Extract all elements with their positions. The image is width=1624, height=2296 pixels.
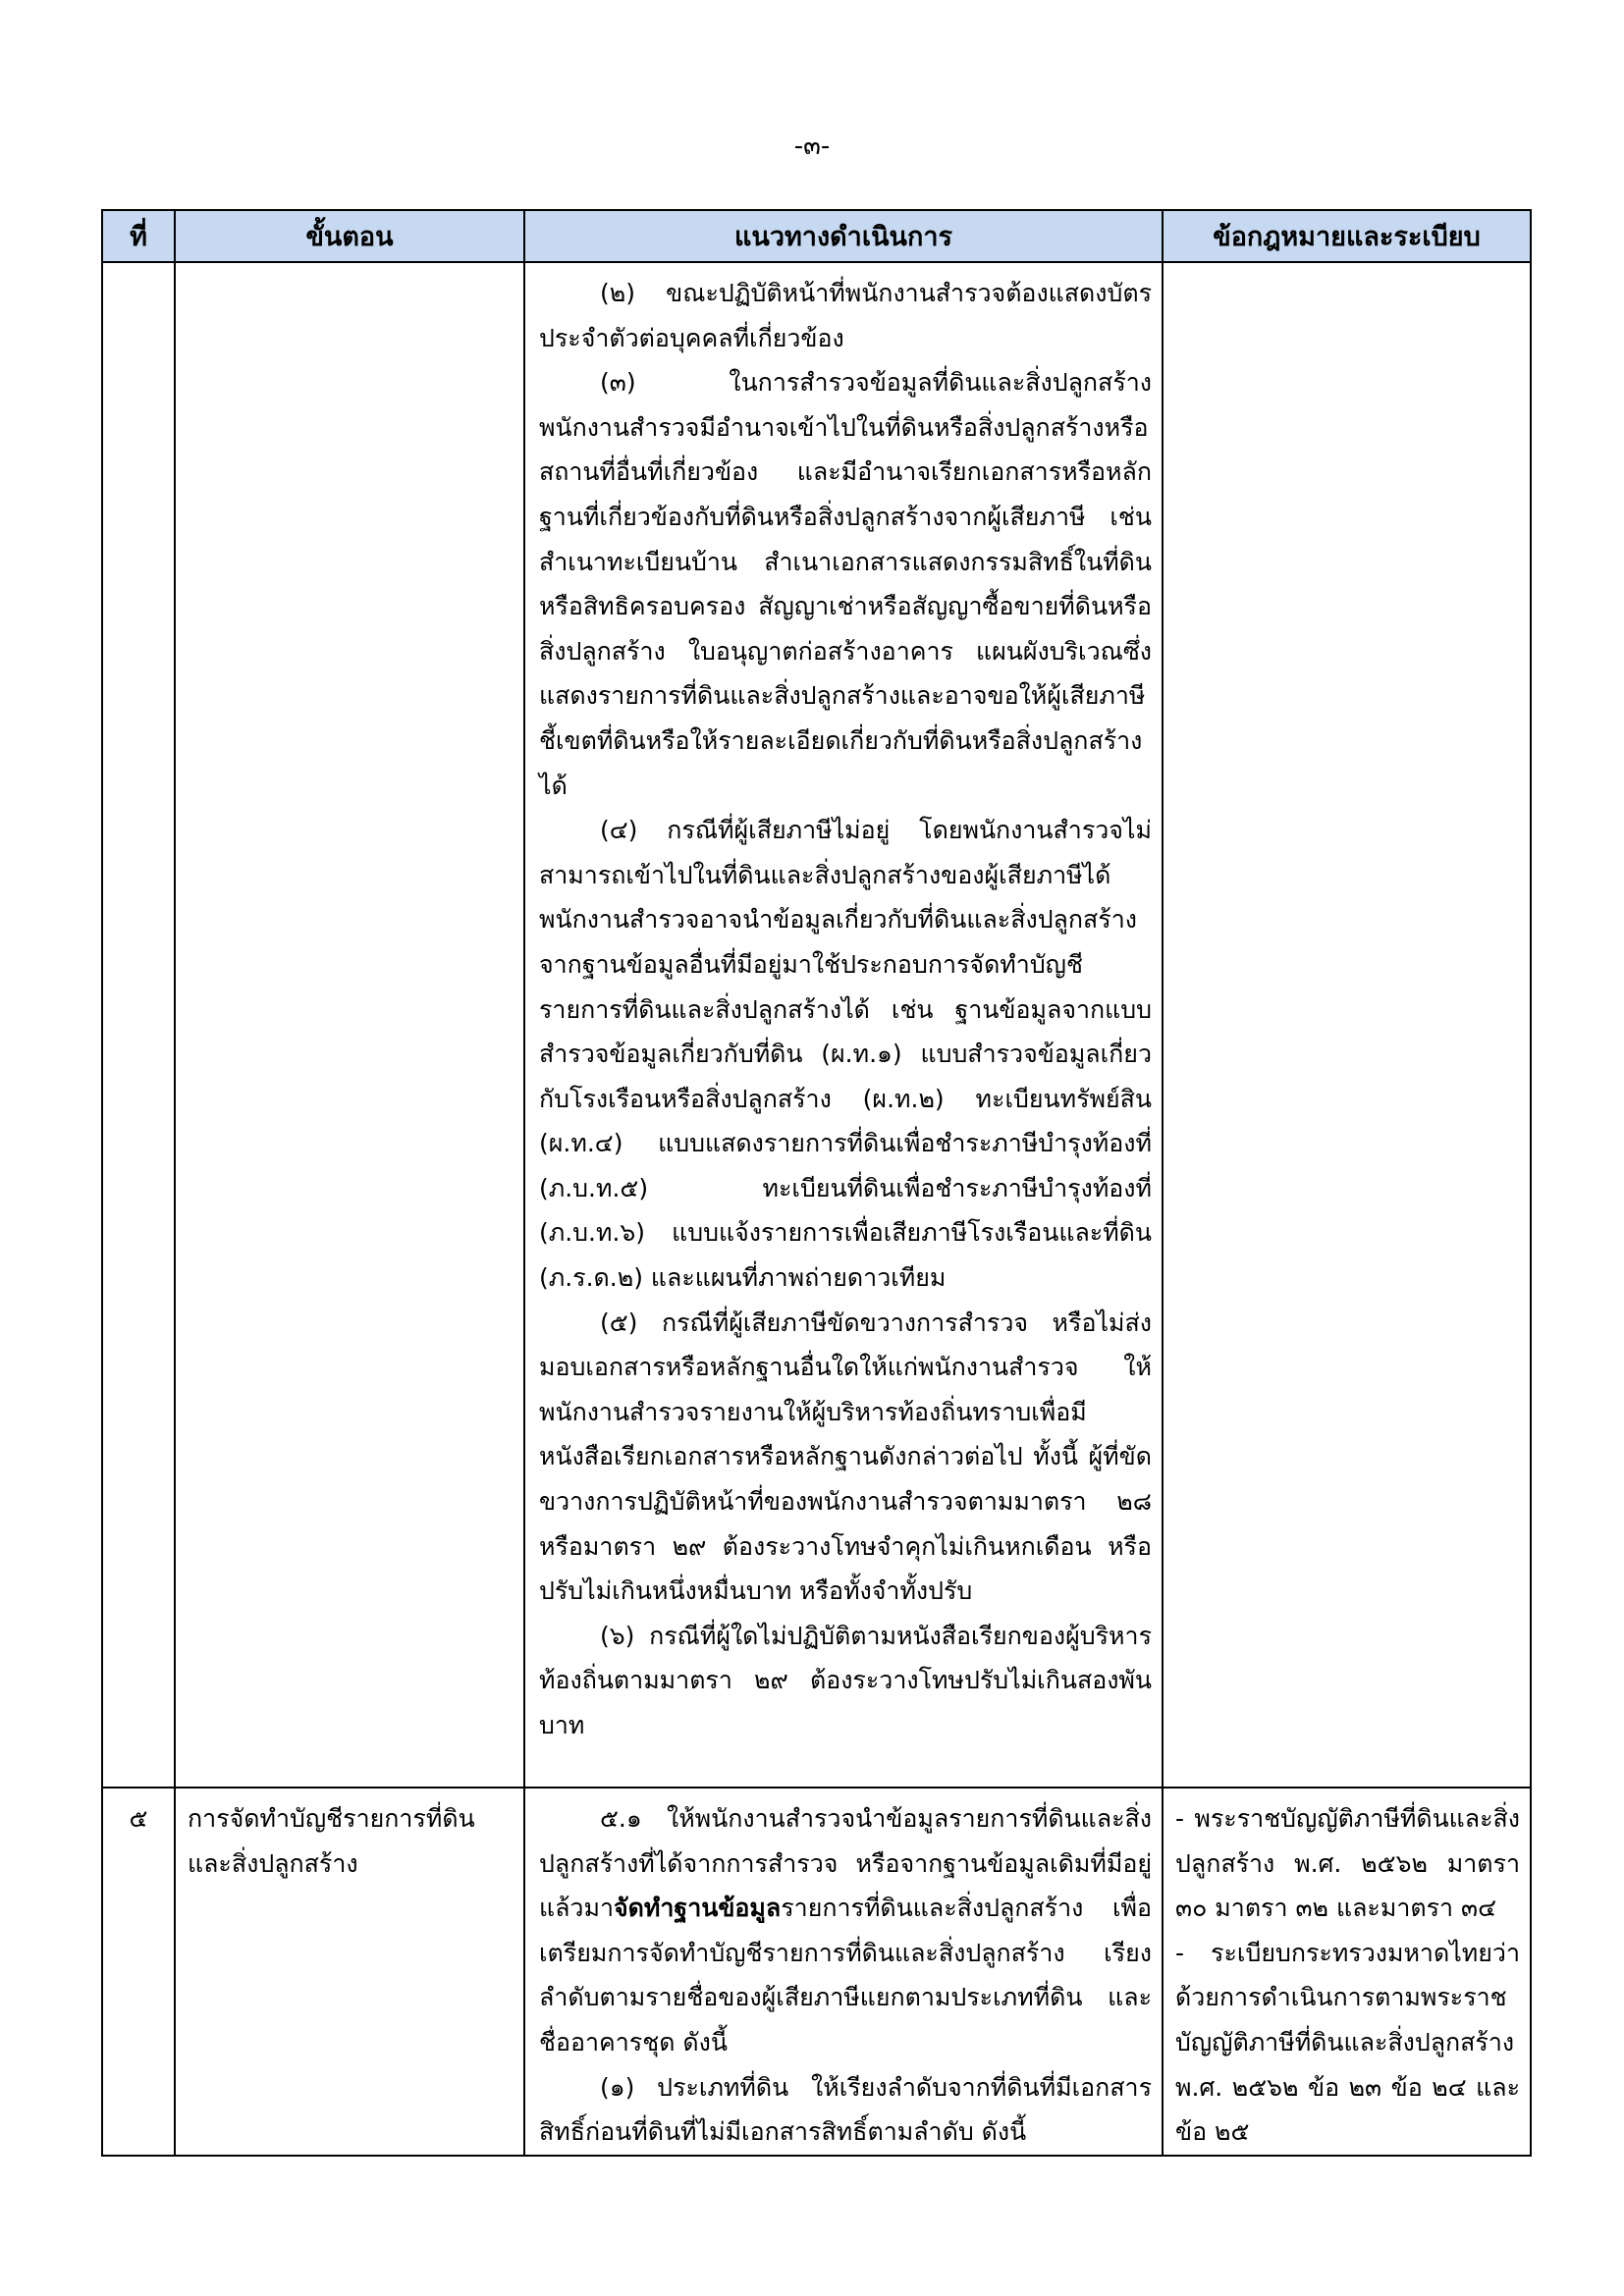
emphasis-text: จัดทำฐานข้อมูล <box>614 1894 782 1923</box>
table-row <box>102 262 1531 1788</box>
header-step: ขั้นตอน <box>175 210 524 262</box>
cell-guideline <box>524 1788 1163 2156</box>
procedure-table <box>101 209 1532 2157</box>
guideline-paragraph: (๕) กรณีที่ผู้เสียภาษีขัดขวางการสำรวจ หรือไม่ส่งมอบเอกสารหรือหลักฐานอื่นใดให้แก่พนักงานสำรวจ ให้พนักงานสำรวจรายงานให้ผู้บริหารท้องถิ่นทราบเพื่อมีหนังสือเรียกเอกสารหรือหลักฐานดังกล่าวต่อไป ทั้งนี้ ผู้ที่ขัดขวางการปฏิบัติหน้าที่ของพนักงานสำรวจตามมาตรา ๒๘ หรือมาตรา ๒๙ ต้องระวางโทษจำคุกไม่เกินหกเดือน หรือปรับไม่เกินหนึ่งหมื่นบาท หรือทั้งจำทั้งปรับ <box>539 1308 1152 1606</box>
guideline-paragraph: (๑) ประเภทที่ดิน ให้เรียงลำดับจากที่ดินที่มีเอกสารสิทธิ์ก่อนที่ดินที่ไม่มีเอกสารสิทธิ์ตามลำดับ ดังนี้ <box>539 2072 1152 2147</box>
guideline-paragraph: (๓) ในการสำรวจข้อมูลที่ดินและสิ่งปลูกสร้าง พนักงานสำรวจมีอำนาจเข้าไปในที่ดินหรือสิ่งปลูกสร้างหรือสถานที่อื่นที่เกี่ยวข้อง และมีอำนาจเรียกเอกสารหรือหลักฐานที่เกี่ยวข้องกับที่ดินหรือสิ่งปลูกสร้างจากผู้เสียภาษี เช่น สำเนาทะเบียนบ้าน สำเนาเอกสารแสดงกรรมสิทธิ์ในที่ดินหรือสิทธิครอบครอง สัญญาเช่าหรือสัญญาซื้อขายที่ดินหรือสิ่งปลูกสร้าง ใบอนุญาตก่อสร้างอาคาร แผนผังบริเวณซึ่งแสดงรายการที่ดินและสิ่งปลูกสร้างและอาจขอให้ผู้เสียภาษีชี้เขตที่ดินหรือให้รายละเอียดเกี่ยวกับที่ดินหรือสิ่งปลูกสร้างได้ <box>539 368 1152 800</box>
cell-step: การจัดทำบัญชีรายการที่ดินและสิ่งปลูกสร้าง <box>175 1788 524 2156</box>
page-number: -๓- <box>793 132 831 161</box>
cell-guideline <box>524 262 1163 1788</box>
table-row <box>102 1788 1531 2156</box>
cell-law <box>1163 1788 1531 2156</box>
law-item: - ระเบียบกระทรวงมหาดไทยว่าด้วยการดำเนินการตามพระราชบัญญัติภาษีที่ดินและสิ่งปลูกสร้าง พ.ศ. ๒๕๖๒ ข้อ ๒๓ ข้อ ๒๔ และข้อ ๒๕ <box>1175 1938 1520 2147</box>
law-list <box>1164 1789 1530 2155</box>
cell-no: ๕ <box>102 1788 175 2156</box>
guideline-text <box>525 263 1162 1748</box>
guideline-paragraph: (๖) กรณีที่ผู้ใดไม่ปฏิบัติตามหนังสือเรียกของผู้บริหารท้องถิ่นตามมาตรา ๒๙ ต้องระวางโทษปรับไม่เกินสองพันบาท <box>539 1621 1152 1739</box>
header-law: ข้อกฎหมายและระเบียบ <box>1163 210 1531 262</box>
guideline-paragraph: ๕.๑ ให้พนักงานสำรวจนำข้อมูลรายการที่ดินและสิ่งปลูกสร้างที่ได้จากการสำรวจ หรือจากฐานข้อมูลเดิมที่มีอยู่แล้วมาจัดทำฐานข้อมูลรายการที่ดินและสิ่งปลูกสร้าง เพื่อเตรียมการจัดทำบัญชีรายการที่ดินและสิ่งปลูกสร้าง เรียงลำดับตามรายชื่อของผู้เสียภาษีแยกตามประเภทที่ดิน และชื่ออาคารชุด ดังนี้ <box>539 1804 1152 2056</box>
table-header-row <box>102 210 1531 262</box>
law-item: - พระราชบัญญัติภาษีที่ดินและสิ่งปลูกสร้าง พ.ศ. ๒๕๖๒ มาตรา ๓๐ มาตรา ๓๒ และมาตรา ๓๔ <box>1175 1804 1520 1923</box>
cell-law <box>1163 262 1531 1788</box>
header-no: ที่ <box>102 210 175 262</box>
guideline-paragraph: (๒) ขณะปฏิบัติหน้าที่พนักงานสำรวจต้องแสดงบัตรประจำตัวต่อบุคคลที่เกี่ยวข้อง <box>539 279 1152 352</box>
cell-no <box>102 262 175 1788</box>
guideline-text <box>525 1789 1162 2155</box>
cell-step <box>175 262 524 1788</box>
header-guideline: แนวทางดำเนินการ <box>524 210 1163 262</box>
guideline-paragraph: (๔) กรณีที่ผู้เสียภาษีไม่อยู่ โดยพนักงานสำรวจไม่สามารถเข้าไปในที่ดินและสิ่งปลูกสร้างของผู้เสียภาษีได้ พนักงานสำรวจอาจนำข้อมูลเกี่ยวกับที่ดินและสิ่งปลูกสร้างจากฐานข้อมูลอื่นที่มีอยู่มาใช้ประกอบการจัดทำบัญชีรายการที่ดินและสิ่งปลูกสร้างได้ เช่น ฐานข้อมูลจากแบบสำรวจข้อมูลเกี่ยวกับที่ดิน (ผ.ท.๑) แบบสำรวจข้อมูลเกี่ยวกับโรงเรือนหรือสิ่งปลูกสร้าง (ผ.ท.๒) ทะเบียนทรัพย์สิน (ผ.ท.๔) แบบแสดงรายการที่ดินเพื่อชำระภาษีบำรุงท้องที่ (ภ.บ.ท.๕) ทะเบียนที่ดินเพื่อชำระภาษีบำรุงท้องที่ (ภ.บ.ท.๖) แบบแจ้งรายการเพื่อเสียภาษีโรงเรือนและที่ดิน (ภ.ร.ด.๒) และแผนที่ภาพถ่ายดาวเทียม <box>539 816 1152 1293</box>
